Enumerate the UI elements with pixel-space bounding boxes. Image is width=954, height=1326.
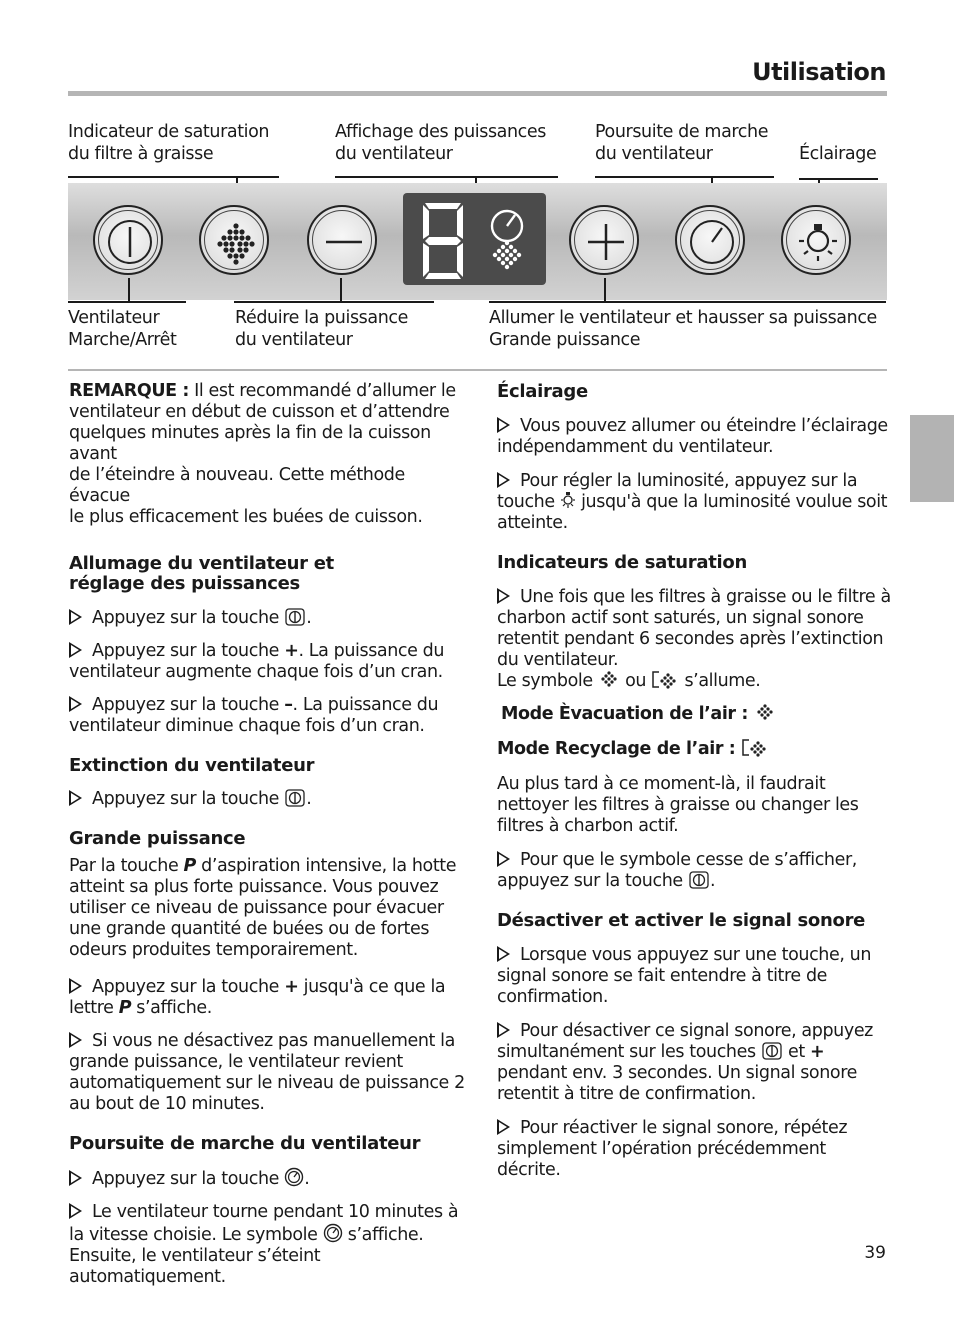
text: indépendamment du ventilateur.	[497, 437, 774, 457]
text: nettoyer les filtres à graisse ou changer les	[497, 795, 859, 815]
text: Il est recommandé d’allumer le	[189, 381, 456, 401]
power-button[interactable]	[93, 205, 163, 275]
label-light: Éclairage	[799, 144, 877, 164]
arrow-icon	[69, 642, 82, 658]
text: charbon actif sont saturés, un signal sonore	[497, 608, 864, 628]
label-line: Poursuite de marche	[595, 122, 769, 142]
text: Si vous ne désactivez pas manuellement la	[92, 1031, 455, 1051]
run-on-button[interactable]	[675, 205, 745, 275]
filter-indicator	[493, 241, 521, 269]
label-filter-indicator	[68, 121, 269, 165]
text: signal sonore se fait entendre à titre de	[497, 966, 828, 986]
label-line: du ventilateur	[235, 330, 353, 350]
text-line	[69, 998, 469, 1019]
power-key-icon	[688, 871, 710, 889]
label-run-on	[595, 121, 768, 165]
text: le plus efficacement les buées de cuisson.	[69, 507, 423, 527]
text: odeurs produites temporairement.	[69, 940, 358, 960]
text: Appuyez sur la touche	[92, 977, 280, 997]
grease-filter-symbol-icon	[754, 704, 776, 722]
text: Appuyez sur la touche	[92, 641, 280, 661]
text: Appuyez sur la touche	[92, 695, 280, 715]
step-item	[69, 977, 469, 998]
p-symbol: P	[183, 856, 196, 876]
leader-line	[340, 278, 342, 302]
text: au bout de 10 minutes.	[69, 1094, 265, 1114]
text: ventilateur augmente chaque fois d’un cran.	[69, 662, 443, 682]
label-rule	[68, 176, 279, 178]
text: touche	[497, 492, 555, 512]
text: lettre	[69, 998, 114, 1018]
text: Ensuite, le ventilateur s’éteint	[69, 1246, 321, 1266]
plus-button[interactable]	[569, 205, 639, 275]
text: pendant env. 3 secondes. Un signal sonore	[497, 1063, 858, 1083]
text: atteinte.	[497, 513, 568, 533]
step-item	[69, 1202, 469, 1223]
text: ventilateur diminue chaque fois d’un cran.	[69, 716, 425, 736]
step-item	[69, 1031, 469, 1052]
text: ventilateur en début de cuisson et d’attendre	[69, 402, 450, 422]
text: appuyez sur la touche	[497, 871, 683, 891]
plus-symbol: +	[284, 641, 299, 661]
label-rule	[234, 301, 434, 303]
text: Appuyez sur la touche	[92, 1169, 280, 1189]
section-heading: réglage des puissances	[69, 573, 300, 594]
grease-filter-button[interactable]	[199, 205, 269, 275]
step-item	[497, 850, 897, 871]
arrow-icon	[497, 588, 510, 604]
text-line	[497, 671, 897, 692]
title-rule	[68, 91, 887, 96]
step-item	[497, 471, 897, 492]
arrow-icon	[69, 790, 82, 806]
charcoal-filter-symbol-icon	[651, 671, 679, 689]
label-rule	[489, 301, 886, 303]
text: simplement l’opération précédemment	[497, 1139, 826, 1159]
power-key-icon	[761, 1042, 783, 1060]
leader-line	[604, 278, 606, 302]
section-heading: Désactiver et activer le signal sonore	[497, 910, 866, 931]
text: décrite.	[497, 1160, 561, 1180]
text-line	[497, 1042, 897, 1063]
text: automatiquement sur le niveau de puissance 2	[69, 1073, 465, 1093]
timer-icon	[677, 207, 747, 277]
label-line: du filtre à graisse	[68, 144, 214, 164]
text: s’allume.	[684, 671, 761, 691]
label-rule	[68, 301, 186, 303]
text: . La puissance du	[298, 641, 445, 661]
mode-recirculation	[497, 739, 897, 760]
text: quelques minutes après la fin de la cuisson avant	[69, 423, 431, 464]
text: retentit à titre de confirmation.	[497, 1084, 756, 1104]
text: d’aspiration intensive, la hotte	[195, 856, 457, 876]
plus-icon	[571, 207, 641, 277]
timer-indicator	[492, 211, 522, 241]
step-item	[497, 1021, 897, 1042]
text: Par la touche	[69, 856, 179, 876]
arrow-icon	[69, 696, 82, 712]
section-heading: Grande puissance	[69, 828, 246, 849]
label-rule	[335, 176, 558, 178]
text: simultanément sur les touches	[497, 1042, 756, 1062]
label-line: Allumer le ventilateur et hausser sa puissance	[489, 308, 877, 328]
light-button[interactable]	[781, 205, 851, 275]
label-rule	[799, 178, 878, 180]
section-heading: Poursuite de marche du ventilateur	[69, 1133, 421, 1154]
text: automatiquement.	[69, 1267, 226, 1287]
text: Appuyez sur la touche	[92, 608, 280, 628]
text: et	[788, 1042, 805, 1062]
text: atteint sa plus forte puissance. Vous pouvez	[69, 877, 439, 897]
text: Mode Recyclage de l’air :	[497, 739, 736, 759]
text-line	[497, 492, 897, 513]
text: Appuyez sur la touche	[92, 789, 280, 809]
arrow-icon	[69, 1032, 82, 1048]
arrow-icon	[497, 946, 510, 962]
text: utiliser ce niveau de puissance pour évacuer	[69, 898, 444, 918]
mode-extraction	[501, 704, 897, 725]
text: Vous pouvez allumer ou éteindre l’éclairage	[520, 416, 888, 436]
arrow-icon	[497, 1119, 510, 1135]
light-key-icon	[560, 492, 576, 510]
right-column	[497, 382, 897, 1181]
grease-filter-symbol-icon	[598, 671, 620, 689]
step-item: Appuyez sur la touche .	[69, 789, 469, 810]
step-item	[497, 945, 897, 966]
text: ou	[625, 671, 647, 691]
plus-symbol: +	[810, 1042, 825, 1062]
label-line: Affichage des puissances	[335, 122, 546, 142]
text: Pour désactiver ce signal sonore, appuyez	[520, 1021, 873, 1041]
text: Le symbole	[497, 671, 593, 691]
arrow-icon	[497, 851, 510, 867]
arrow-icon	[497, 417, 510, 433]
text: Au plus tard à ce moment-là, il faudrait	[497, 774, 826, 794]
text: de l’éteindre à nouveau. Cette méthode évacue	[69, 465, 405, 506]
section-heading: Allumage du ventilateur et	[69, 553, 334, 574]
control-panel	[68, 183, 887, 300]
text-line	[69, 856, 469, 877]
step-item	[69, 641, 469, 662]
text: retentit pendant 6 secondes après l’extinction	[497, 629, 884, 649]
step-item: Appuyez sur la touche .	[69, 1167, 469, 1190]
arrow-icon	[497, 472, 510, 488]
label-reduce-power	[235, 307, 408, 351]
text-line: appuyez sur la touche .	[497, 871, 716, 891]
label-rule	[595, 176, 774, 178]
text: jusqu'à que la luminosité voulue soit	[575, 492, 888, 512]
arrow-icon	[69, 609, 82, 625]
power-icon	[95, 207, 165, 277]
text: s’affiche.	[342, 1225, 424, 1245]
text: grande puissance, le ventilateur revient	[69, 1052, 403, 1072]
arrow-icon	[69, 978, 82, 994]
text: Lorsque vous appuyez sur une touche, un	[520, 945, 872, 965]
minus-button[interactable]	[307, 205, 377, 275]
arrow-icon	[497, 1022, 510, 1038]
minus-symbol: –	[284, 695, 293, 715]
label-power-display	[335, 121, 546, 165]
label-line: Marche/Arrêt	[68, 330, 177, 350]
timer-key-icon	[323, 1223, 343, 1243]
label-line: Ventilateur	[68, 308, 160, 328]
text: du ventilateur.	[497, 650, 619, 670]
remark-label: REMARQUE :	[69, 381, 189, 401]
arrow-icon	[69, 1203, 82, 1219]
power-key-icon	[284, 789, 306, 807]
label-line: Indicateur de saturation	[68, 122, 270, 142]
text: Mode Èvacuation de l’air :	[501, 704, 748, 724]
minus-icon	[309, 207, 379, 277]
text: Pour que le symbole cesse de s’afficher,	[520, 850, 857, 870]
label-line: du ventilateur	[595, 144, 713, 164]
section-heading: Indicateurs de saturation	[497, 552, 747, 573]
page-number: 39	[864, 1243, 886, 1263]
text: la vitesse choisie. Le symbole	[69, 1225, 318, 1245]
plus-symbol: +	[284, 977, 299, 997]
text-line	[69, 1223, 469, 1246]
step-item	[69, 695, 469, 716]
text: Une fois que les filtres à graisse ou le filtre à	[520, 587, 891, 607]
section-heading: Extinction du ventilateur	[69, 755, 315, 776]
text: Le ventilateur tourne pendant 10 minutes à	[92, 1202, 459, 1222]
label-line: Grande puissance	[489, 330, 641, 350]
text: filtres à charbon actif.	[497, 816, 679, 836]
text: . La puissance du	[292, 695, 439, 715]
step-item	[497, 416, 897, 437]
arrow-icon	[69, 1170, 82, 1186]
grease-filter-icon	[201, 207, 271, 277]
text: une grande quantité de buées ou de fortes	[69, 919, 430, 939]
remark	[69, 381, 469, 402]
page-title: Utilisation	[752, 58, 886, 86]
p-symbol: P	[118, 998, 132, 1018]
label-line: Réduire la puissance	[235, 308, 408, 328]
text: jusqu'à ce que la	[298, 977, 446, 997]
light-icon	[783, 207, 853, 277]
step-item	[497, 1118, 897, 1139]
label-increase-power	[489, 307, 877, 351]
power-display	[403, 193, 546, 285]
text: Pour régler la luminosité, appuyez sur la	[520, 471, 858, 491]
step-item	[497, 587, 897, 608]
leader-line	[128, 278, 130, 302]
left-column	[69, 381, 469, 1288]
charcoal-filter-symbol-icon	[741, 739, 769, 757]
power-key-icon	[284, 608, 306, 626]
step-item: Appuyez sur la touche .	[69, 608, 469, 629]
text: confirmation.	[497, 987, 608, 1007]
seven-segment-digit	[403, 193, 546, 285]
text: Pour réactiver le signal sonore, répétez	[520, 1118, 848, 1138]
label-on-off	[68, 307, 177, 351]
thumb-tab	[910, 415, 954, 502]
section-heading: Éclairage	[497, 381, 588, 402]
section-rule	[68, 369, 887, 371]
timer-key-icon	[284, 1167, 304, 1187]
text: s’affiche.	[131, 998, 212, 1018]
label-line: du ventilateur	[335, 144, 453, 164]
